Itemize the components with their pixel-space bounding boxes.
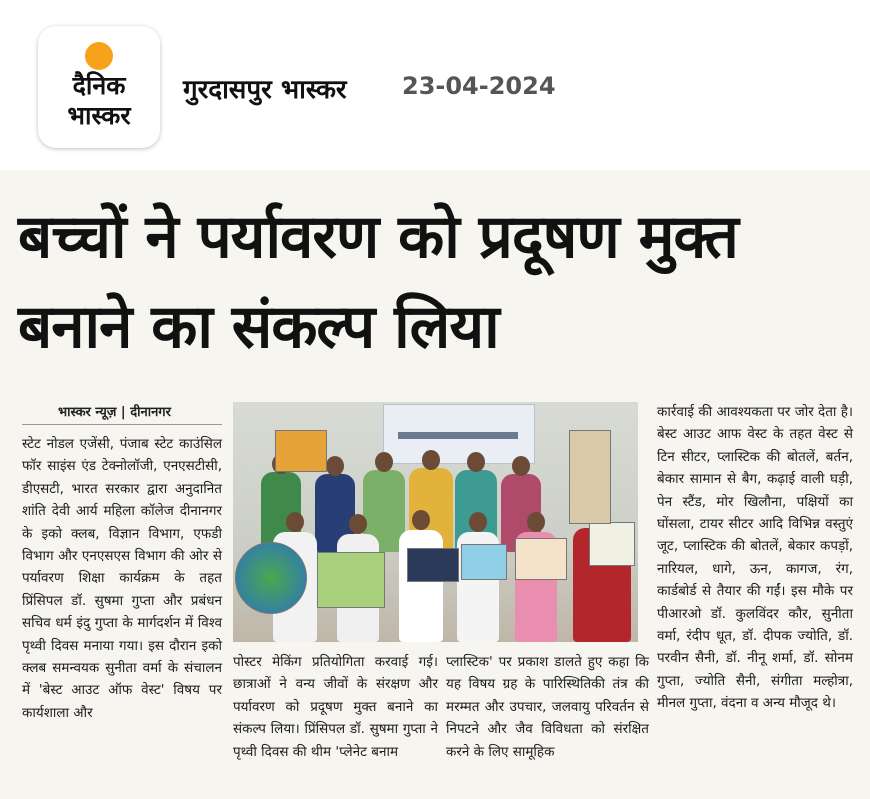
logo-text-line2: भास्कर xyxy=(67,101,131,130)
photo-student xyxy=(399,530,443,642)
header-bar xyxy=(0,0,870,170)
photo-person-head xyxy=(375,452,393,472)
article-headline: बच्चों ने पर्यावरण को प्रदूषण मुक्त बनाने का संकल्प लिया xyxy=(18,202,738,362)
edition-name: गुरदासपुर भास्कर xyxy=(183,75,347,105)
byline-divider xyxy=(22,424,222,425)
photo-student-head xyxy=(527,512,545,532)
photo-student-head xyxy=(349,514,367,534)
poster-artwork xyxy=(461,544,507,580)
poster-artwork xyxy=(275,430,327,472)
article-byline: भास्कर न्यूज़ | दीनानगर xyxy=(58,405,171,420)
article-photo xyxy=(233,402,638,642)
photo-student-head xyxy=(286,512,304,532)
sun-icon xyxy=(85,42,113,70)
photo-student-head xyxy=(412,510,430,530)
dainik-bhaskar-logo[interactable] xyxy=(38,26,160,148)
article-column-1: स्टेट नोडल एजेंसी, पंजाब स्टेट काउंसिल फॉर साइंस एंड टेक्नोलॉजी, एनएसटीसी, डीएसटी, भारत सरकार द्वारा अनुदानित शांति देवी आर्य महिला कॉलेज दीनानगर के इको क्लब, विज्ञान विभाग, एफडी विभाग और एनएसएस विभाग की ओर से पर्यावरण शिक्षा कार्यक्रम के तहत प्रिंसिपल डॉ. सुषमा गुप्ता और प्रबंधन सचिव धर्म इंदु गुप्ता के मार्गदर्शन में विश्व पृथ्वी दिवस मनाया गया। इस दौरान इको क्लब समन्वयक सुनीता वर्मा के संचालन में 'बेस्ट आउट ऑफ वेस्ट' विषय पर कार्यशाला और xyxy=(22,436,222,721)
photo-person-head xyxy=(422,450,440,470)
poster-artwork xyxy=(569,430,611,524)
poster-artwork xyxy=(515,538,567,580)
poster-artwork xyxy=(317,552,385,608)
photo-banner-strip xyxy=(398,432,518,439)
poster-artwork xyxy=(407,548,459,582)
edition-date: 23-04-2024 xyxy=(402,72,556,100)
article-column-2: पोस्टर मेकिंग प्रतियोगिता करवाई गई। छात्राओं ने वन्य जीवों के संरक्षण और पर्यावरण को प्रदूषण मुक्त बनाने का संकल्प लिया। प्रिंसिपल डॉ. सुषमा गुप्ता ने पृथ्वी दिवस की थीम 'प्लेनेट बनाम xyxy=(233,654,438,760)
logo-text-line1: दैनिक xyxy=(72,71,126,100)
article-column-3: प्लास्टिक' पर प्रकाश डालते हुए कहा कि यह विषय ग्रह के पारिस्थितिकी तंत्र की मरम्मत और उपचार, जलवायु परिवर्तन से निपटने और जैव विविधता को संरक्षित करने के लिए सामूहिक xyxy=(446,654,649,760)
photo-person-head xyxy=(512,456,530,476)
photo-person-head xyxy=(326,456,344,476)
poster-artwork xyxy=(589,522,635,566)
photo-student-head xyxy=(469,512,487,532)
photo-person-head xyxy=(467,452,485,472)
earth-poster xyxy=(235,542,307,614)
article-column-4: कार्रवाई की आवश्यकता पर जोर देता है। बेस्ट आउट आफ वेस्ट के तहत वेस्ट से टिन सीटर, प्लास्टिक की बोतलें, बर्तन, बेकार सामान से बैग, कढ़ाई वाली घड़ी, पेन स्टैंड, मोर खिलौना, पक्षियों का घोंसला, टायर सीटर आदि विभिन्न वस्तुएं जूट, प्लास्टिक की बोतलें, बेकार कपड़ों, नारियल, धागे, ऊन, कागज, रंग, कार्डबोर्ड से तैयार की गईं। इस मौके पर पीआरओ डॉ. कुलविंदर कौर, सुनीता वर्मा, रंदीप धूत, डॉ. दीपक ज्योति, डॉ. परवीन सैनी, डॉ. नीनू शर्मा, डॉ. सोनम गुप्ता, ज्योति सैनी, संगीता मल्होत्रा, मीनल गुप्ता, वंदना व अन्य मौजूद थे। xyxy=(657,404,853,712)
